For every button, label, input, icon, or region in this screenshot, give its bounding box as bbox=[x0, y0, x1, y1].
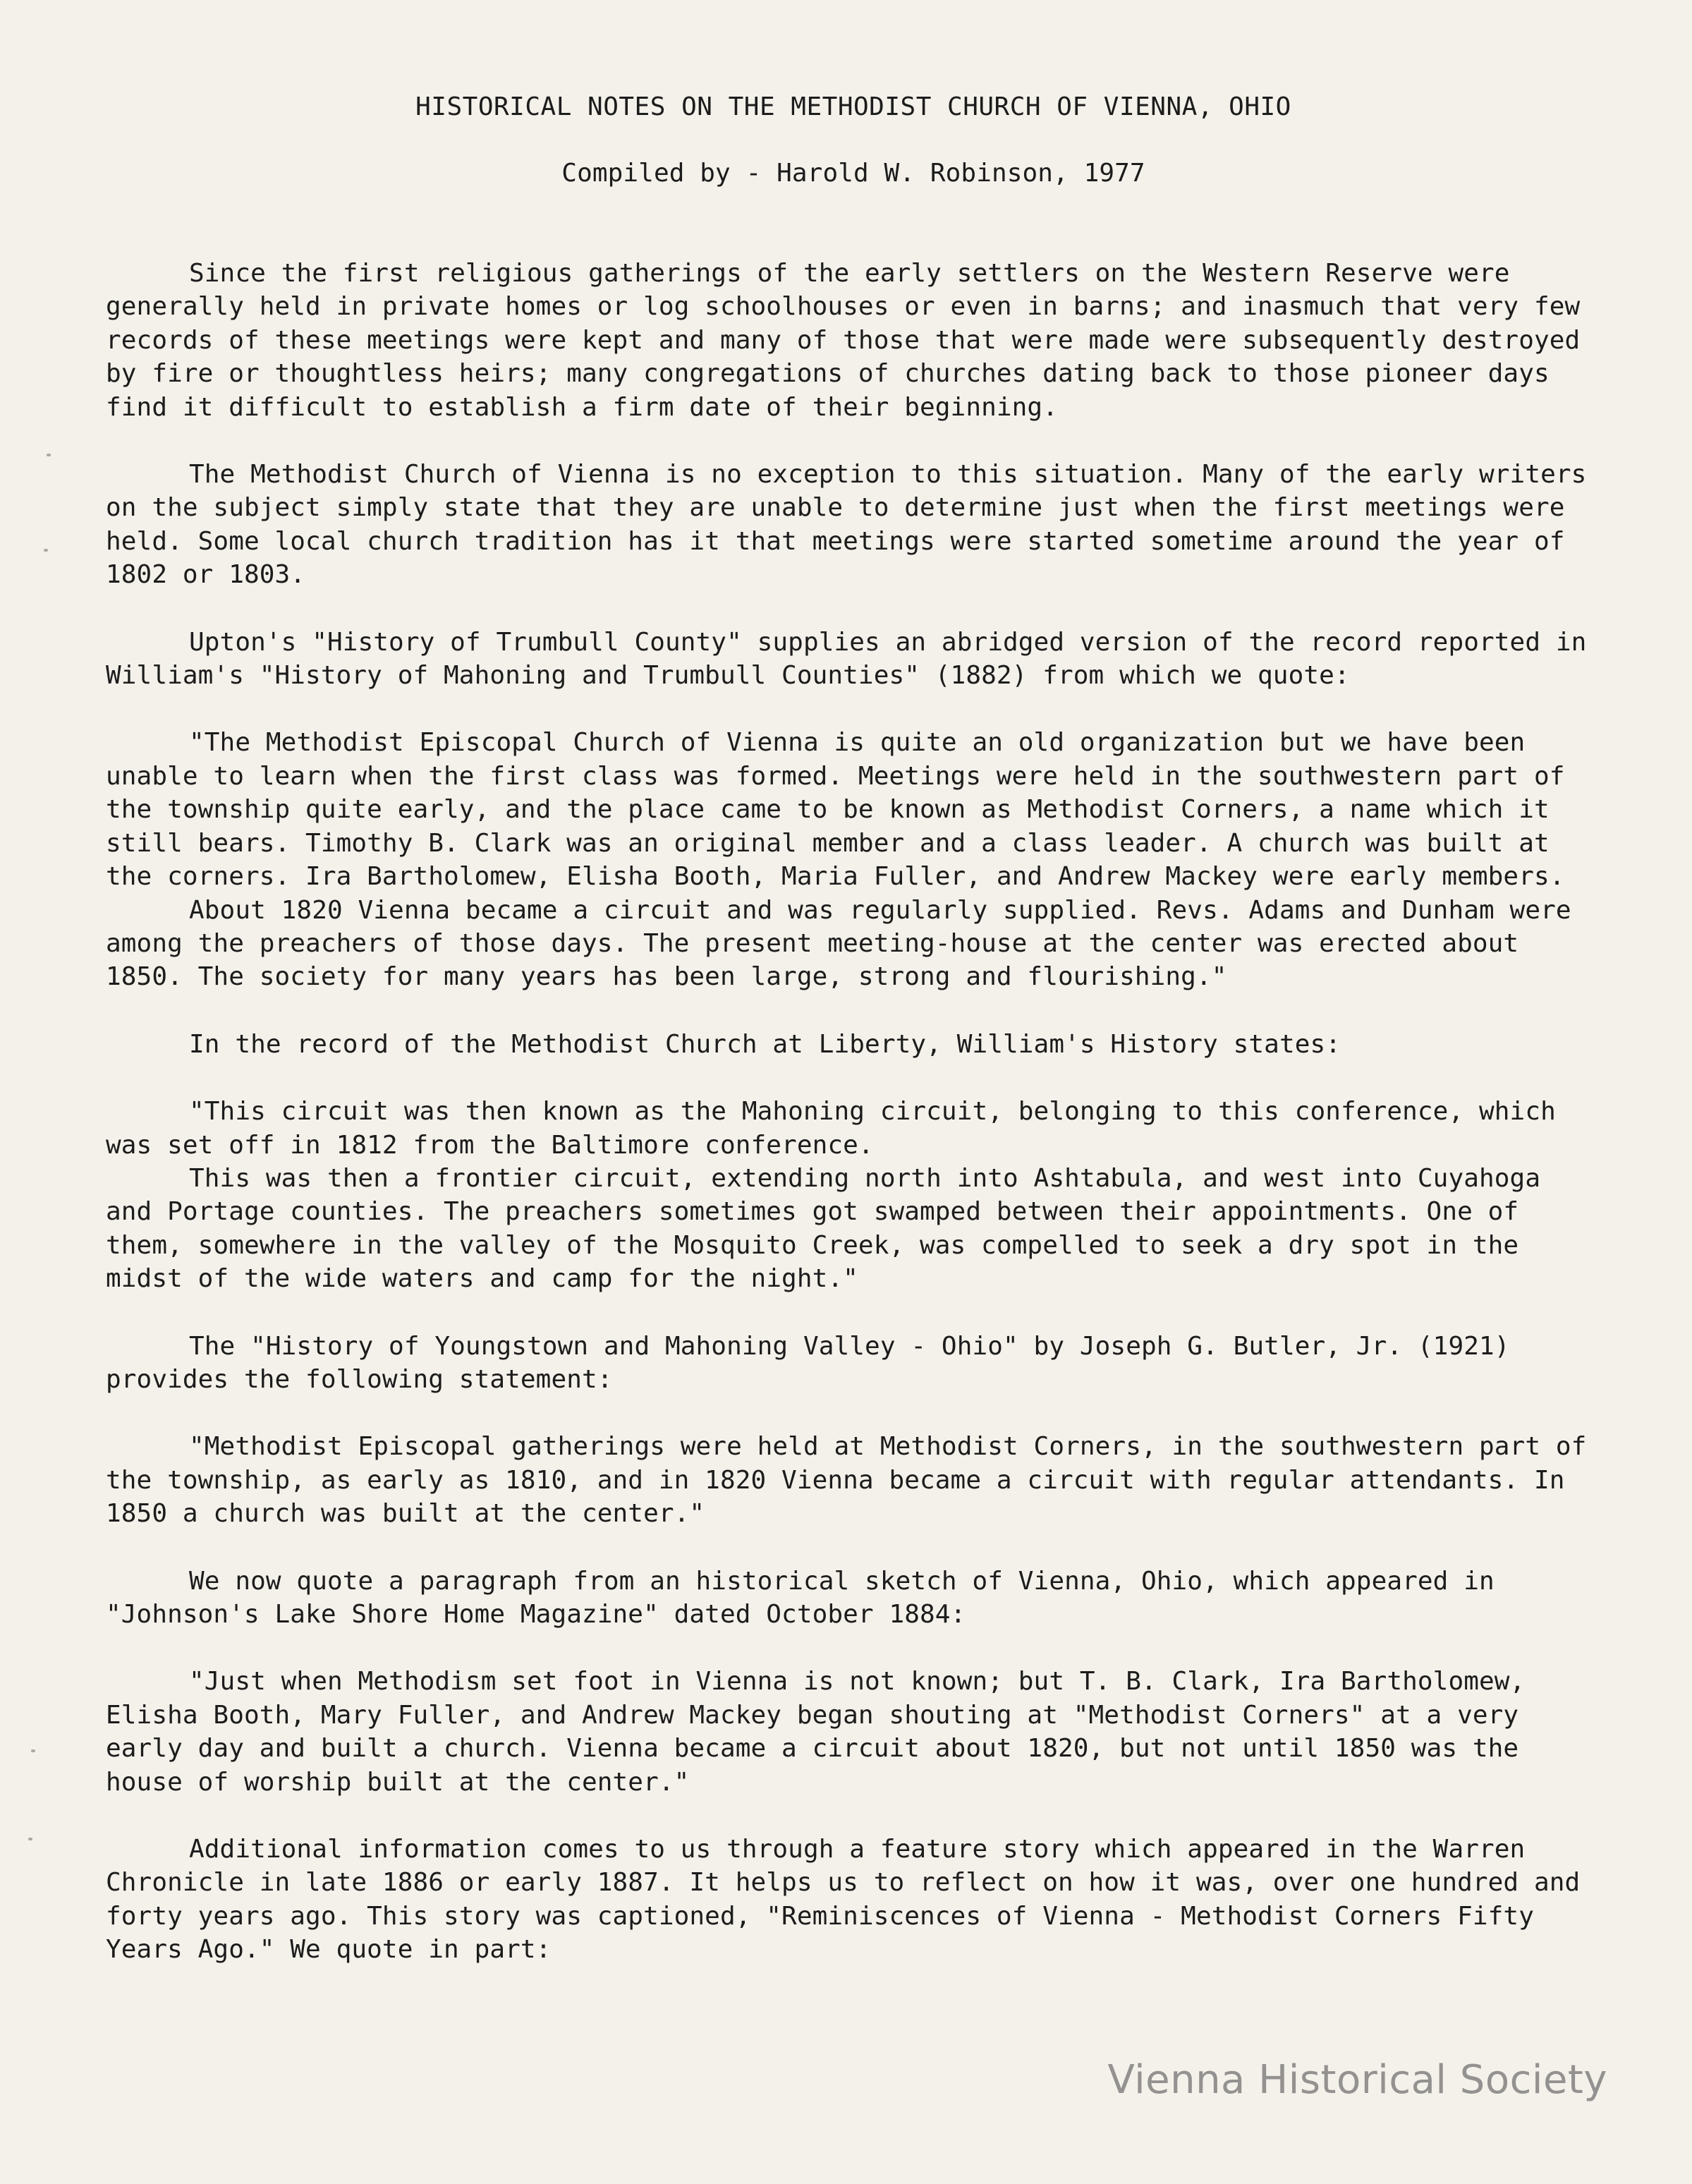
quote-paragraph: This was then a frontier circuit, extending north into Ashtabula, and west into Cuyahoga and Portage counties. The preachers sometimes got swamped between their appointments. One of them, somewhere in the valley of the Mosquito Creek, was compelled to seek a dry spot in the midst of the wide waters and camp for the night." bbox=[106, 1163, 1541, 1294]
quote-paragraph: "Just when Methodism set foot in Vienna is not known; but T. B. Clark, Ira Bartholomew, Elisha Booth, Mary Fuller, and Andrew Mackey began shouting at "Methodist Corners" at a very early day and built a church. Vienna became a circuit about 1820, but not until 1850 was the house of worship built at the center." bbox=[106, 1667, 1526, 1797]
document-subtitle: Compiled by - Harold W. Robinson, 1977 bbox=[561, 159, 1145, 188]
paragraph: Additional information comes to us through a feature story which appeared in the Warren Chronicle in late 1886 or early 1887. It helps us to reflect on how it was, over one hundred and forty years ago. This story was captioned, "Reminiscences of Vienna - Methodist Corners Fifty Years Ago." We quote in part: bbox=[106, 1835, 1581, 1965]
document-title: HISTORICAL NOTES ON THE METHODIST CHURCH OF VIENNA, OHIO bbox=[415, 92, 1291, 121]
paragraph: Since the first religious gatherings of the early settlers on the Western Reserve were generally held in private homes or log schoolhouses or even in barns; and inasmuch that very few records of these meetings were kept and many of those that were made were subsequently destroyed by fire or thoughtless heirs; many congregations of churches dating back to those pioneer days find it difficult to establish a firm date of their beginning. bbox=[106, 259, 1581, 422]
quote-paragraph: "Methodist Episcopal gatherings were held at Methodist Corners, in the southwestern part of the township, as early as 1810, and in 1820 Vienna became a circuit with regular attendants. In 1850 a church was built at the center." bbox=[106, 1432, 1587, 1529]
paragraph: Upton's "History of Trumbull County" supplies an abridged version of the record reported in William's "History of Mahoning and Trumbull Counties" (1882) from which we quote: bbox=[106, 627, 1587, 691]
paper-speck bbox=[31, 1749, 35, 1752]
paragraph: We now quote a paragraph from an historical sketch of Vienna, Ohio, which appeared in "Johnson's Lake Shore Home Magazine" dated October 1884: bbox=[106, 1566, 1495, 1629]
paragraph: The "History of Youngstown and Mahoning Valley - Ohio" by Joseph G. Butler, Jr. (1921) provides the following statement: bbox=[106, 1331, 1510, 1394]
paper-speck bbox=[28, 1838, 32, 1840]
paragraph: The Methodist Church of Vienna is no exception to this situation. Many of the early writers on the subject simply state that they are unable to determine just when the first meetings were held. Some local church tradition has it that meetings were started sometime around the year of 1802 or 1803. bbox=[106, 460, 1587, 590]
paper-speck bbox=[44, 549, 48, 552]
quote-paragraph: About 1820 Vienna became a circuit and was regularly supplied. Revs. Adams and Dunham were among the preachers of those days. The present meeting-house at the center was erected about 1850. The society for many years has been large, strong and flourishing." bbox=[106, 895, 1571, 992]
paper-speck bbox=[47, 454, 51, 456]
paragraph: In the record of the Methodist Church at Liberty, William's History states: bbox=[189, 1029, 1341, 1059]
quote-paragraph: "This circuit was then known as the Mahoning circuit, belonging to this conference, which was set off in 1812 from the Baltimore conference. bbox=[106, 1097, 1556, 1160]
quote-paragraph: "The Methodist Episcopal Church of Vienna is quite an old organization but we have been unable to learn when the first class was formed. Meetings were held in the southwestern part of the township quite early, and the place came to be known as Methodist Corners, a name which it still bears. Timothy B. Clark was an original member and a class leader. A church was built at the corners. Ira Bartholomew, Elisha Booth, Maria Fuller, and Andrew Mackey were early members. bbox=[106, 728, 1565, 892]
watermark: Vienna Historical Society bbox=[1107, 2057, 1607, 2103]
document-body bbox=[106, 90, 1601, 2001]
